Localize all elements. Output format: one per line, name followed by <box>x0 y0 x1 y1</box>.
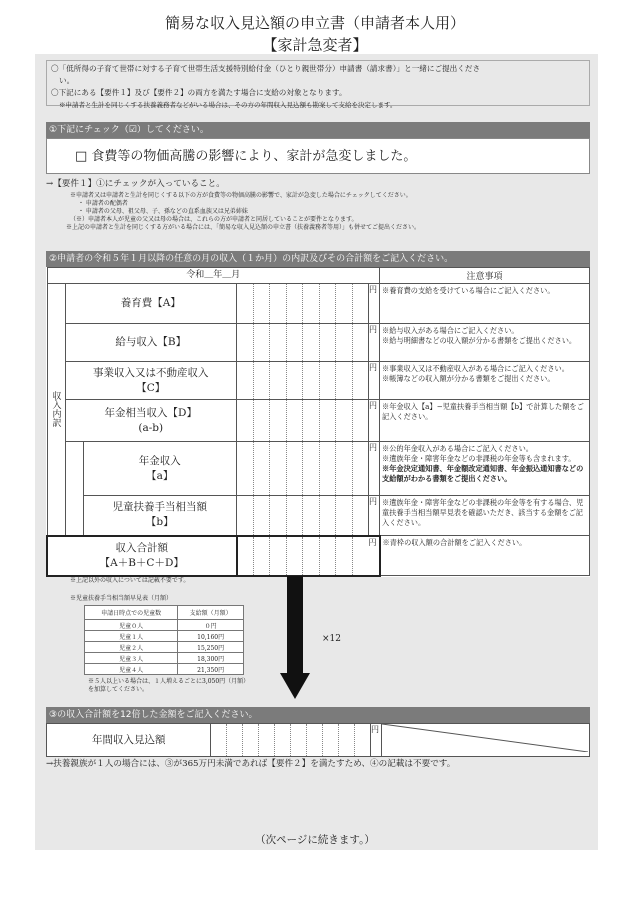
yen-unit: 円 <box>370 724 381 757</box>
yen-unit: 円 <box>369 324 380 362</box>
pension-digit[interactable] <box>319 442 336 496</box>
row-pension-note: ※公的年金収入がある場合にご記入ください。 ※遺族年金・障害年金などの非課税の年金等も含まれます。 ※年金決定通知書、年金額改定通知書、年金振込通知書などの支給額がわかる書類をご提出ください。 <box>380 442 590 496</box>
child-table-cell: 15,250円 <box>178 642 244 653</box>
pension-digit[interactable] <box>303 442 320 496</box>
annual-digit[interactable] <box>355 724 371 757</box>
child-table-cell: 児童３人 <box>85 653 178 664</box>
pension-equiv-digit[interactable] <box>336 400 353 442</box>
child-support-digit[interactable] <box>303 284 320 324</box>
child-allowance-digit[interactable] <box>319 496 336 536</box>
salary-digit[interactable] <box>319 324 336 362</box>
other-income-note: ※上記以外の収入については記載不要です。 <box>70 577 190 584</box>
business-digit[interactable] <box>352 362 369 400</box>
total-digit[interactable] <box>270 536 287 576</box>
section2-header: ②申請者の令和５年１月以降の任意の月の収入（１か月）の内訳及びその合計額をご記入ください。 <box>46 251 590 267</box>
child-table-cell: 18,300円 <box>178 653 244 664</box>
business-digit[interactable] <box>237 362 254 400</box>
row-pension-label: 年金収入 【a】 <box>83 442 237 496</box>
child-table-note: ※５人以上いる場合は、１人増えるごとに3,050円（月額）を加算してください。 <box>88 678 247 693</box>
total-digit[interactable] <box>286 536 303 576</box>
row-child-allowance-label: 児童扶養手当相当額 【b】 <box>83 496 237 536</box>
child-support-digit[interactable] <box>352 284 369 324</box>
pension-digit[interactable] <box>237 442 254 496</box>
notice-box: 〇「低所得の子育て世帯に対する子育て世帯生活支援特別給付金（ひとり親世帯分）申請書（請求書）」と一緒にご提出くださ い。 〇下記にある【要件１】及び【要件２】の両方を満たす場合に支給の対象となります。 ※申請者と生計を同じくする扶養義務者などがいる場合は、その方の年間収入見込額も勘案して支給を決定します。 <box>46 60 590 106</box>
child-allowance-digit[interactable] <box>352 496 369 536</box>
row-business-label: 事業収入又は不動産収入 【C】 <box>65 362 237 400</box>
salary-digit[interactable] <box>352 324 369 362</box>
crossed-out-cell <box>381 724 589 757</box>
salary-digit[interactable] <box>336 324 353 362</box>
annual-digit[interactable] <box>339 724 355 757</box>
business-digit[interactable] <box>303 362 320 400</box>
row-business-note: ※事業収入又は不動産収入がある場合にご記入ください。 ※帳簿などの収入額が分かる書類をご提出ください。 <box>380 362 590 400</box>
salary-digit[interactable] <box>286 324 303 362</box>
child-allowance-table <box>84 605 244 675</box>
child-support-digit[interactable] <box>270 284 287 324</box>
child-table-cell: 児童１人 <box>85 631 178 642</box>
child-support-digit[interactable] <box>286 284 303 324</box>
row-salary-note: ※給与収入がある場合にご記入ください。 ※給与明細書などの収入額が分かる書類をご提出ください。 <box>380 324 590 362</box>
child-support-digit[interactable] <box>237 284 254 324</box>
child-allowance-digit[interactable] <box>336 496 353 536</box>
row-child-support-label: 養育費【A】 <box>65 284 237 324</box>
total-digit[interactable] <box>237 536 254 576</box>
pension-equiv-digit[interactable] <box>270 400 287 442</box>
business-digit[interactable] <box>336 362 353 400</box>
notes-header: 注意事項 <box>380 268 590 284</box>
yen-unit: 円 <box>369 362 380 400</box>
row-child-support-note: ※養育費の支給を受けている場合にご記入ください。 <box>380 284 590 324</box>
section3-header: ③の収入合計額を12倍した金額をご記入ください。 <box>46 707 590 723</box>
yen-unit: 円 <box>369 496 380 536</box>
child-allowance-digit[interactable] <box>237 496 254 536</box>
section1-header: ①下記にチェック（☑）してください。 <box>46 122 590 138</box>
child-table-cell: 10,160円 <box>178 631 244 642</box>
multiplier-label: ×12 <box>322 634 341 644</box>
row-salary-label: 給与収入【B】 <box>65 324 237 362</box>
page-title: 簡易な収入見込額の申立書（申請者本人用） <box>164 14 465 32</box>
income-table <box>46 267 590 577</box>
salary-digit[interactable] <box>237 324 254 362</box>
down-arrow-icon <box>280 673 310 699</box>
total-note: ※青枠の収入額の合計額をご記入ください。 <box>380 536 590 576</box>
child-support-digit[interactable] <box>253 284 270 324</box>
requirement2: →扶養親族が１人の場合には、③が365万円未満であれば【要件２】を満たすため、④の記載は不要です。 <box>46 759 456 769</box>
child-table-cell: ０円 <box>178 620 244 631</box>
annual-digit[interactable] <box>291 724 307 757</box>
pension-equiv-digit[interactable] <box>352 400 369 442</box>
annual-income-label: 年間収入見込額 <box>47 724 211 757</box>
business-digit[interactable] <box>319 362 336 400</box>
child-allowance-digit[interactable] <box>286 496 303 536</box>
child-table-head: 支給額（月額） <box>178 606 244 620</box>
annual-digit[interactable] <box>275 724 291 757</box>
total-digit[interactable] <box>319 536 336 576</box>
requirement1: →【要件１】①にチェックが入っていること。 <box>46 179 225 189</box>
pension-equiv-digit[interactable] <box>286 400 303 442</box>
child-allowance-digit[interactable] <box>270 496 287 536</box>
salary-digit[interactable] <box>303 324 320 362</box>
row-pension-equiv-label: 年金相当収入【D】 (a-b) <box>65 400 237 442</box>
annual-digit[interactable] <box>323 724 339 757</box>
child-table-cell: 21,350円 <box>178 664 244 675</box>
annual-income-table <box>46 723 590 757</box>
yen-unit: 円 <box>369 536 380 576</box>
total-digit[interactable] <box>303 536 320 576</box>
annual-digit[interactable] <box>307 724 323 757</box>
yen-unit: 円 <box>369 400 380 442</box>
month-header: 令和＿年＿月 <box>47 268 380 284</box>
child-table-cell: 児童２人 <box>85 642 178 653</box>
pension-digit[interactable] <box>270 442 287 496</box>
child-allowance-digit[interactable] <box>253 496 270 536</box>
strike-line-icon <box>382 724 588 752</box>
yen-unit: 円 <box>369 442 380 496</box>
annual-digit[interactable] <box>243 724 259 757</box>
section1-notes: ※申請者又は申請者と生計を同じくする以下の方が食費等の物価高騰の影響で、家計が急変した場合にチェックしてください。 ・ 申請者の配偶者 ・ 申請者の父母、祖父母、子、孫などの直系血族又は兄弟姉妹 （※）申請者本人が児童の父又は母の場合は、これらの方が申請者と同居していることが要件となります。 ※上記の申請者と生計を同じくする方がいる場合には、「簡易な収入見込額の申立書（扶養義務者等用）」も併せてご提出ください。 <box>66 192 421 231</box>
annual-digit[interactable] <box>259 724 275 757</box>
pension-equiv-digit[interactable] <box>319 400 336 442</box>
indent-spacer <box>65 442 83 496</box>
row-child-allowance-note: ※遺族年金・障害年金などの非課税の年金等を有する場合、児童扶養手当相当額早見表を確認いただき、該当する金額をご記入ください。 <box>380 496 590 536</box>
business-digit[interactable] <box>253 362 270 400</box>
business-digit[interactable] <box>270 362 287 400</box>
total-digit[interactable] <box>336 536 353 576</box>
child-table-head: 申請日時点での児童数 <box>85 606 178 620</box>
child-support-digit[interactable] <box>336 284 353 324</box>
income-side-label: 収入内訳 <box>47 284 65 536</box>
yen-unit: 円 <box>369 284 380 324</box>
child-allowance-digit[interactable] <box>303 496 320 536</box>
page-subtitle: 【家計急変者】 <box>262 36 368 54</box>
pension-digit[interactable] <box>352 442 369 496</box>
arrow-shaft <box>287 576 303 674</box>
page-footer: （次ページに続きます。） <box>255 834 375 846</box>
annual-digit[interactable] <box>211 724 227 757</box>
child-table-cell: 児童０人 <box>85 620 178 631</box>
total-digit[interactable] <box>253 536 270 576</box>
total-digit[interactable] <box>352 536 369 576</box>
child-support-digit[interactable] <box>319 284 336 324</box>
business-digit[interactable] <box>286 362 303 400</box>
pension-digit[interactable] <box>336 442 353 496</box>
salary-digit[interactable] <box>270 324 287 362</box>
child-table-cell: 児童４人 <box>85 664 178 675</box>
total-label: 収入合計額 【A＋B＋C＋D】 <box>47 536 237 576</box>
pension-equiv-digit[interactable] <box>237 400 254 442</box>
annual-digit[interactable] <box>227 724 243 757</box>
salary-digit[interactable] <box>253 324 270 362</box>
pension-digit[interactable] <box>253 442 270 496</box>
pension-equiv-digit[interactable] <box>253 400 270 442</box>
child-table-title: ※児童扶養手当相当額早見表（月額） <box>70 595 173 602</box>
price-surge-checkbox[interactable]: □ 食費等の物価高騰の影響により、家計が急変しました。 <box>46 138 590 174</box>
indent-spacer <box>65 496 83 536</box>
pension-digit[interactable] <box>286 442 303 496</box>
row-pension-equiv-note: ※年金収入【a】−児童扶養手当相当額【b】で計算した額をご記入ください。 <box>380 400 590 442</box>
pension-equiv-digit[interactable] <box>303 400 320 442</box>
